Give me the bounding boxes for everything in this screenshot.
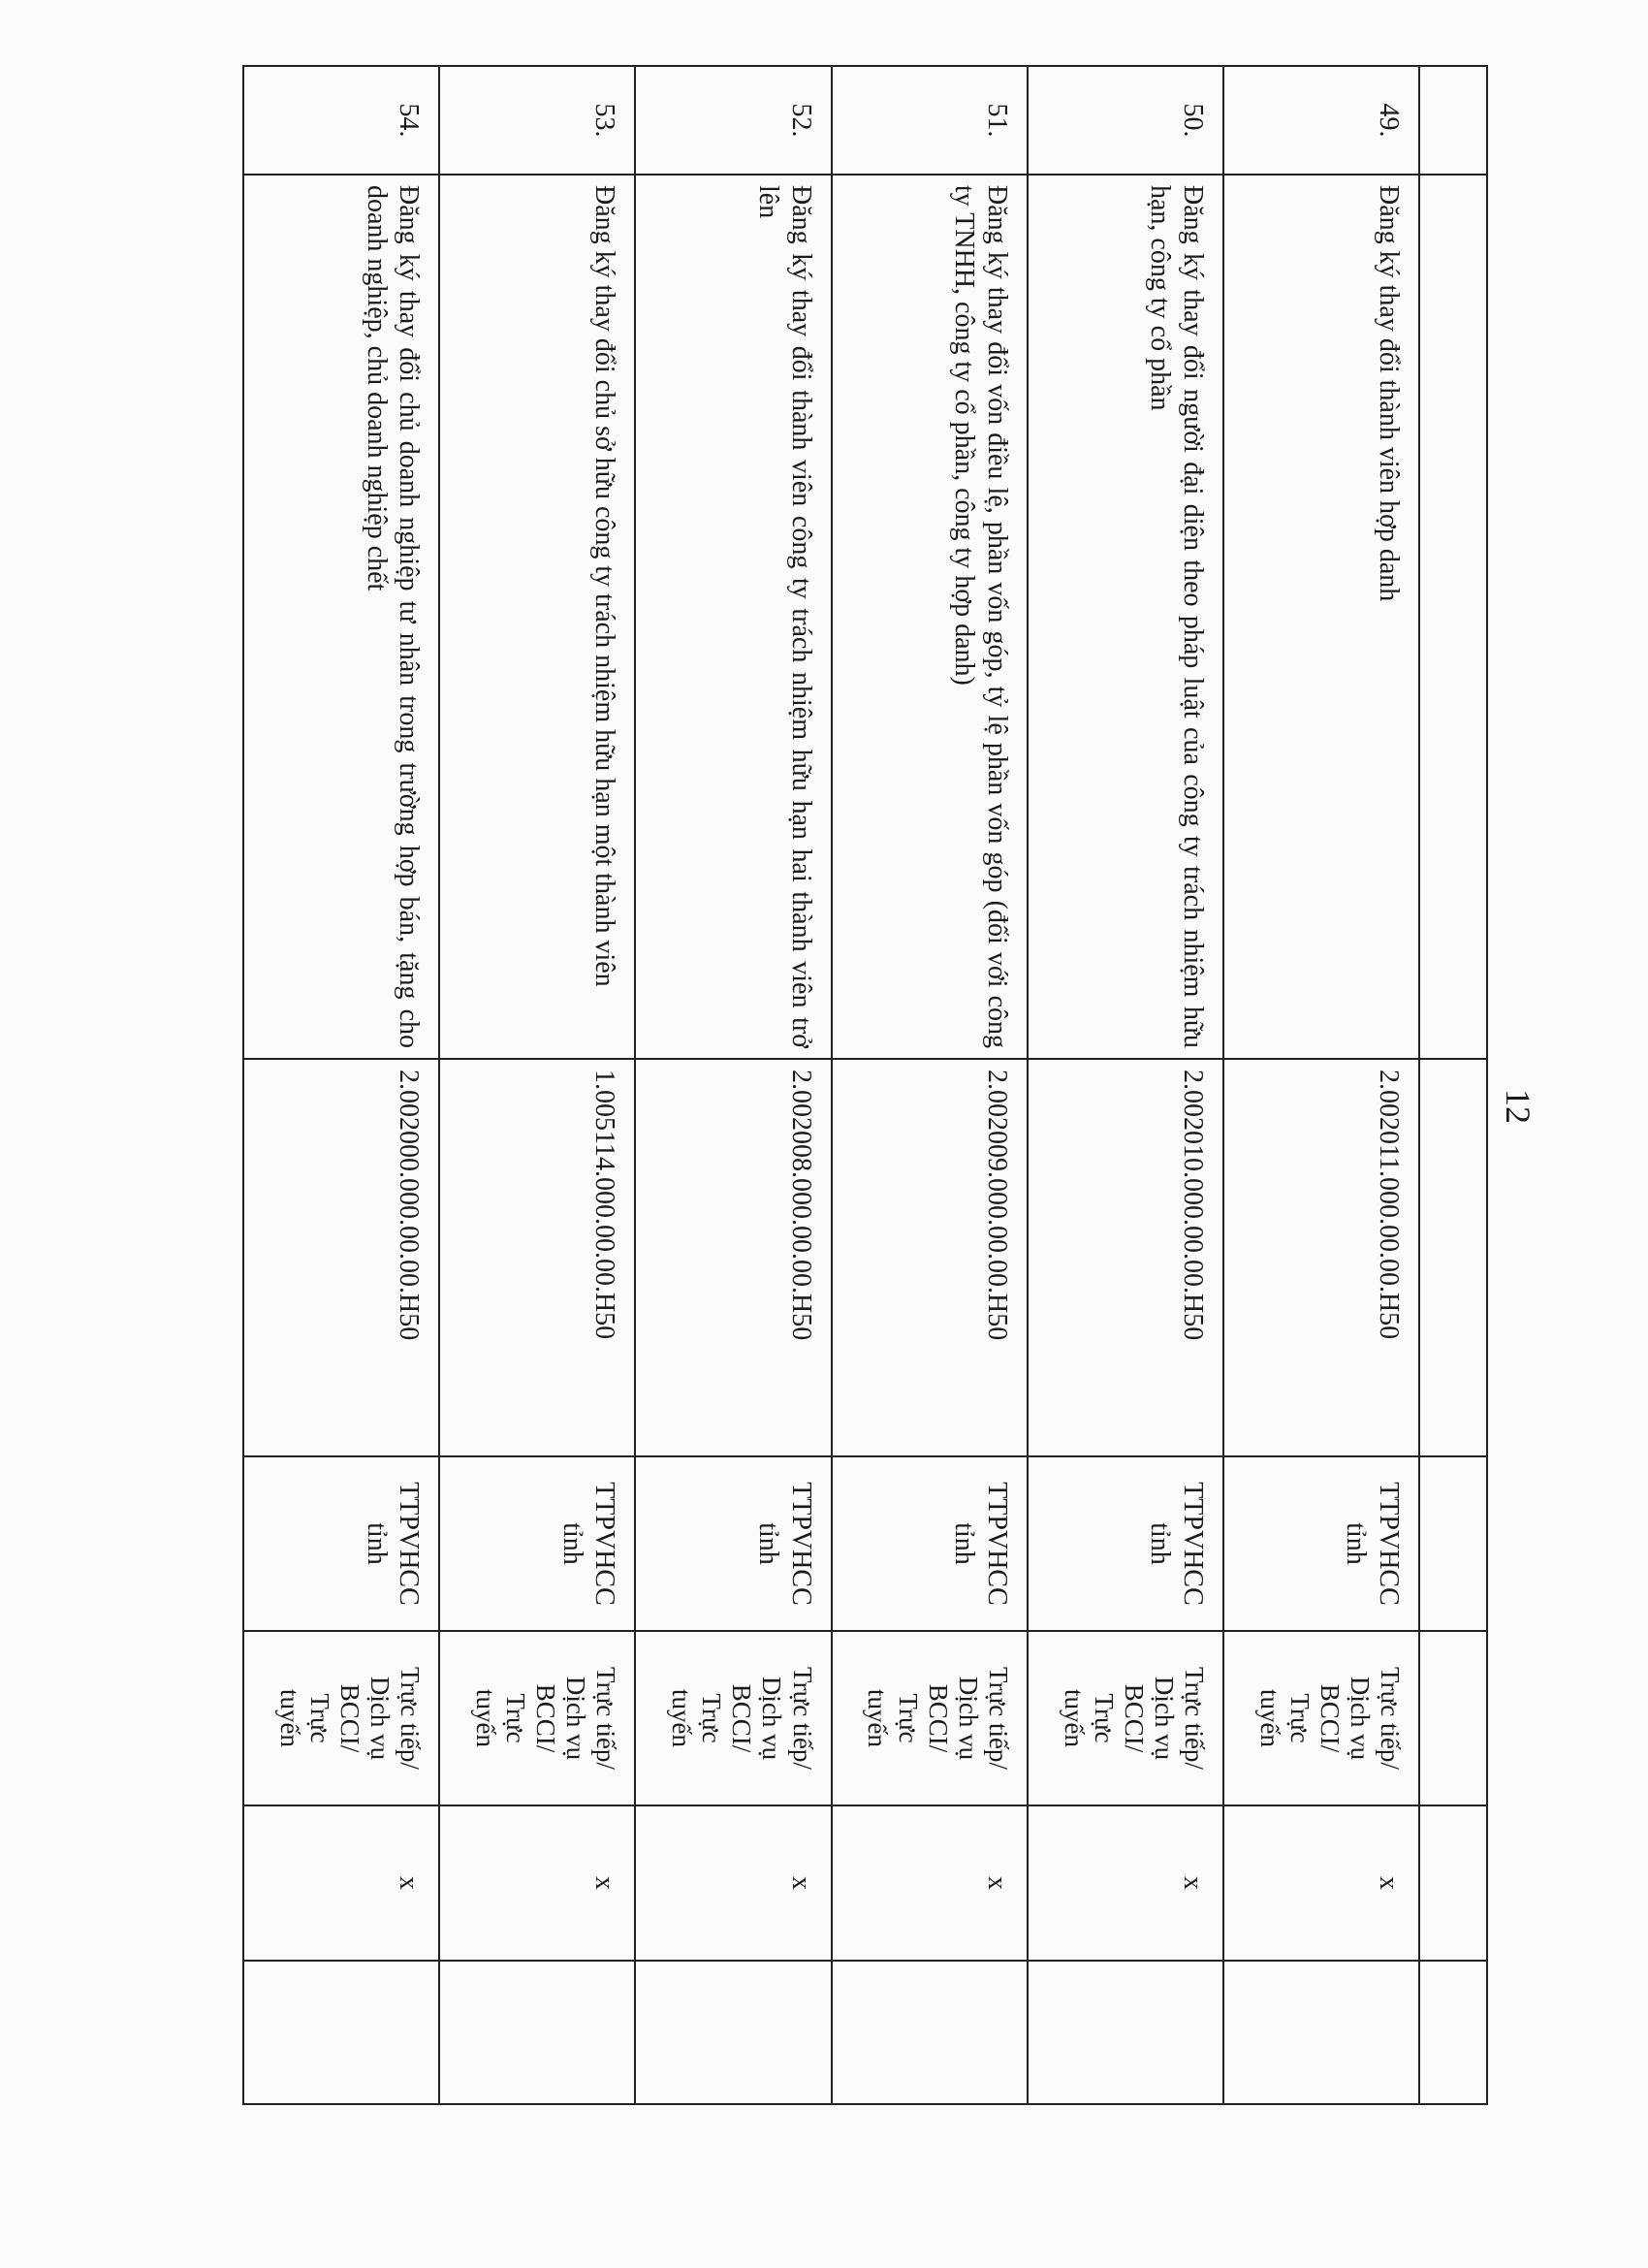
procedure-name: Đăng ký thay đổi thành viên công ty trách nhiệm hữu hạn hai thành viên trở lên — [635, 175, 831, 1059]
check-mark: x — [1223, 1805, 1419, 1961]
empty-cell — [439, 1961, 635, 2104]
procedure-table — [242, 65, 1488, 2105]
procedure-code: 2.002009.000.00.00.H50 — [832, 1059, 1028, 1456]
procedure-name: Đăng ký thay đổi người đại diện theo pháp luật của công ty trách nhiệm hữu hạn, công ty cổ phần — [1028, 175, 1223, 1059]
row-index: 52. — [635, 66, 831, 175]
submission-mode: Trực tiếp/ Dịch vụ BCCI/ Trực tuyến — [1223, 1631, 1419, 1805]
table-row — [243, 66, 439, 2104]
row-index: 53. — [439, 66, 635, 175]
procedure-name: Đăng ký thay đổi vốn điều lệ, phần vốn góp, tỷ lệ phần vốn góp (đối với công ty TNHH, công ty cổ phần, công ty hợp danh) — [832, 175, 1028, 1059]
agency: TTPVHCC tỉnh — [635, 1456, 831, 1631]
procedure-table-container — [242, 65, 1488, 2103]
table-cell — [1419, 1631, 1487, 1805]
empty-cell — [1223, 1961, 1419, 2104]
procedure-name: Đăng ký thay đổi chủ sở hữu công ty trách nhiệm hữu hạn một thành viên — [439, 175, 635, 1059]
check-mark: x — [439, 1805, 635, 1961]
row-index: 49. — [1223, 66, 1419, 175]
agency: TTPVHCC tỉnh — [1028, 1456, 1223, 1631]
table-cell — [1419, 1961, 1487, 2104]
procedure-name: Đăng ký thay đổi chủ doanh nghiệp tư nhân trong trường hợp bán, tặng cho doanh nghiệp, chủ doanh nghiệp chết — [243, 175, 439, 1059]
page-number: 12 — [1499, 1089, 1537, 1124]
table-cell — [1419, 1456, 1487, 1631]
table-cell — [1419, 1805, 1487, 1961]
row-index: 51. — [832, 66, 1028, 175]
empty-cell — [243, 1961, 439, 2104]
check-mark: x — [1028, 1805, 1223, 1961]
check-mark: x — [635, 1805, 831, 1961]
submission-mode: Trực tiếp/ Dịch vụ BCCI/ Trực tuyến — [832, 1631, 1028, 1805]
empty-cell — [635, 1961, 831, 2104]
submission-mode: Trực tiếp/ Dịch vụ BCCI/ Trực tuyến — [1028, 1631, 1223, 1805]
submission-mode: Trực tiếp/ Dịch vụ BCCI/ Trực tuyến — [439, 1631, 635, 1805]
table-top-strip — [1419, 66, 1487, 2104]
procedure-name: Đăng ký thay đổi thành viên hợp danh — [1223, 175, 1419, 1059]
procedure-code: 2.002011.000.00.00.H50 — [1223, 1059, 1419, 1456]
submission-mode: Trực tiếp/ Dịch vụ BCCI/ Trực tuyến — [635, 1631, 831, 1805]
table-cell — [1419, 175, 1487, 1059]
agency: TTPVHCC tỉnh — [243, 1456, 439, 1631]
table-row — [635, 66, 831, 2104]
agency: TTPVHCC tỉnh — [439, 1456, 635, 1631]
empty-cell — [832, 1961, 1028, 2104]
table-row — [1223, 66, 1419, 2104]
procedure-code: 1.005114.000.00.00.H50 — [439, 1059, 635, 1456]
procedure-code: 2.002008.000.00.00.H50 — [635, 1059, 831, 1456]
submission-mode: Trực tiếp/ Dịch vụ BCCI/ Trực tuyến — [243, 1631, 439, 1805]
table-body — [243, 66, 1487, 2104]
table-cell — [1419, 1059, 1487, 1456]
row-index: 50. — [1028, 66, 1223, 175]
table-cell — [1419, 66, 1487, 175]
agency: TTPVHCC tỉnh — [832, 1456, 1028, 1631]
check-mark: x — [243, 1805, 439, 1961]
procedure-table-rotated — [242, 65, 1488, 2103]
table-row — [1028, 66, 1223, 2104]
procedure-code: 2.002010.000.00.00.H50 — [1028, 1059, 1223, 1456]
table-row — [439, 66, 635, 2104]
row-index: 54. — [243, 66, 439, 175]
check-mark: x — [832, 1805, 1028, 1961]
empty-cell — [1028, 1961, 1223, 2104]
procedure-code: 2.002000.000.00.00.H50 — [243, 1059, 439, 1456]
agency: TTPVHCC tỉnh — [1223, 1456, 1419, 1631]
table-row — [832, 66, 1028, 2104]
